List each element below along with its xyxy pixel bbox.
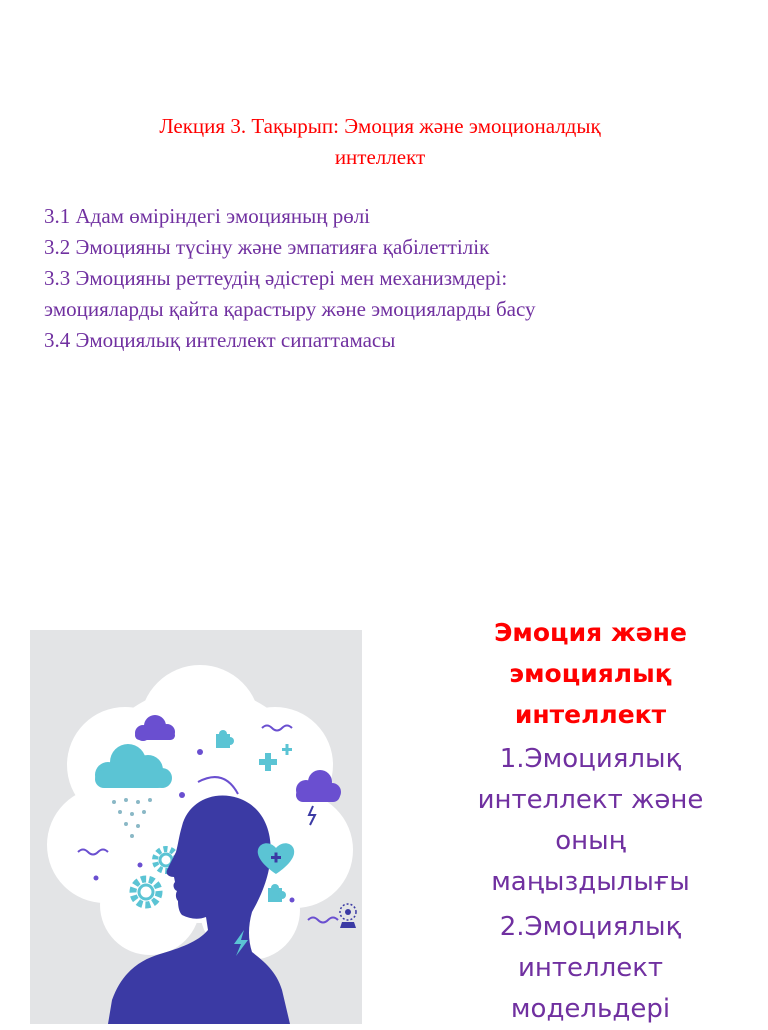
outline-item-1	[448, 739, 733, 903]
outline-item-1-line-2: интеллект және	[477, 785, 704, 815]
outline-item-2-line-1: 2.Эмоциялық	[499, 912, 682, 942]
right-column	[448, 612, 733, 1030]
section-heading	[448, 612, 733, 735]
topic-3-3-continued: эмоцияларды қайта қарастыру және эмоцияларды басу	[44, 297, 536, 321]
outline-item-2	[448, 907, 733, 1030]
section-heading-line-3: интеллект	[514, 700, 667, 729]
outline-item-1-line-4: маңыздылығы	[491, 867, 690, 897]
section-heading-line-2: эмоциялық	[509, 659, 672, 688]
lecture-title	[60, 111, 700, 173]
outline-item-1-line-1: 1.Эмоциялық	[499, 744, 682, 774]
outline-item-2-line-2: интеллект	[517, 953, 664, 983]
topic-3-1: 3.1 Адам өміріндегі эмоцияның рөлі	[44, 204, 371, 228]
outline-item-2-line-3: модельдері	[510, 994, 671, 1024]
topic-3-3: 3.3 Эмоцияны реттеудің әдістері мен механизмдері:	[44, 266, 508, 290]
topics-list	[44, 201, 744, 356]
lecture-title-line-1: Лекция 3. Тақырып: Эмоция және эмоционалдық	[159, 114, 601, 138]
mind-icon	[340, 904, 356, 928]
topic-3-2: 3.2 Эмоцияны түсіну және эмпатияға қабілеттілік	[44, 235, 490, 259]
topic-3-4: 3.4 Эмоциялық интеллект сипаттамасы	[44, 328, 396, 352]
emotional-intelligence-illustration	[30, 630, 362, 1024]
section-heading-line-1: Эмоция және	[494, 618, 687, 647]
outline-item-1-line-3: оның	[555, 826, 626, 856]
head-silhouette-artwork	[30, 630, 362, 1024]
lecture-title-line-2: интеллект	[334, 145, 426, 169]
